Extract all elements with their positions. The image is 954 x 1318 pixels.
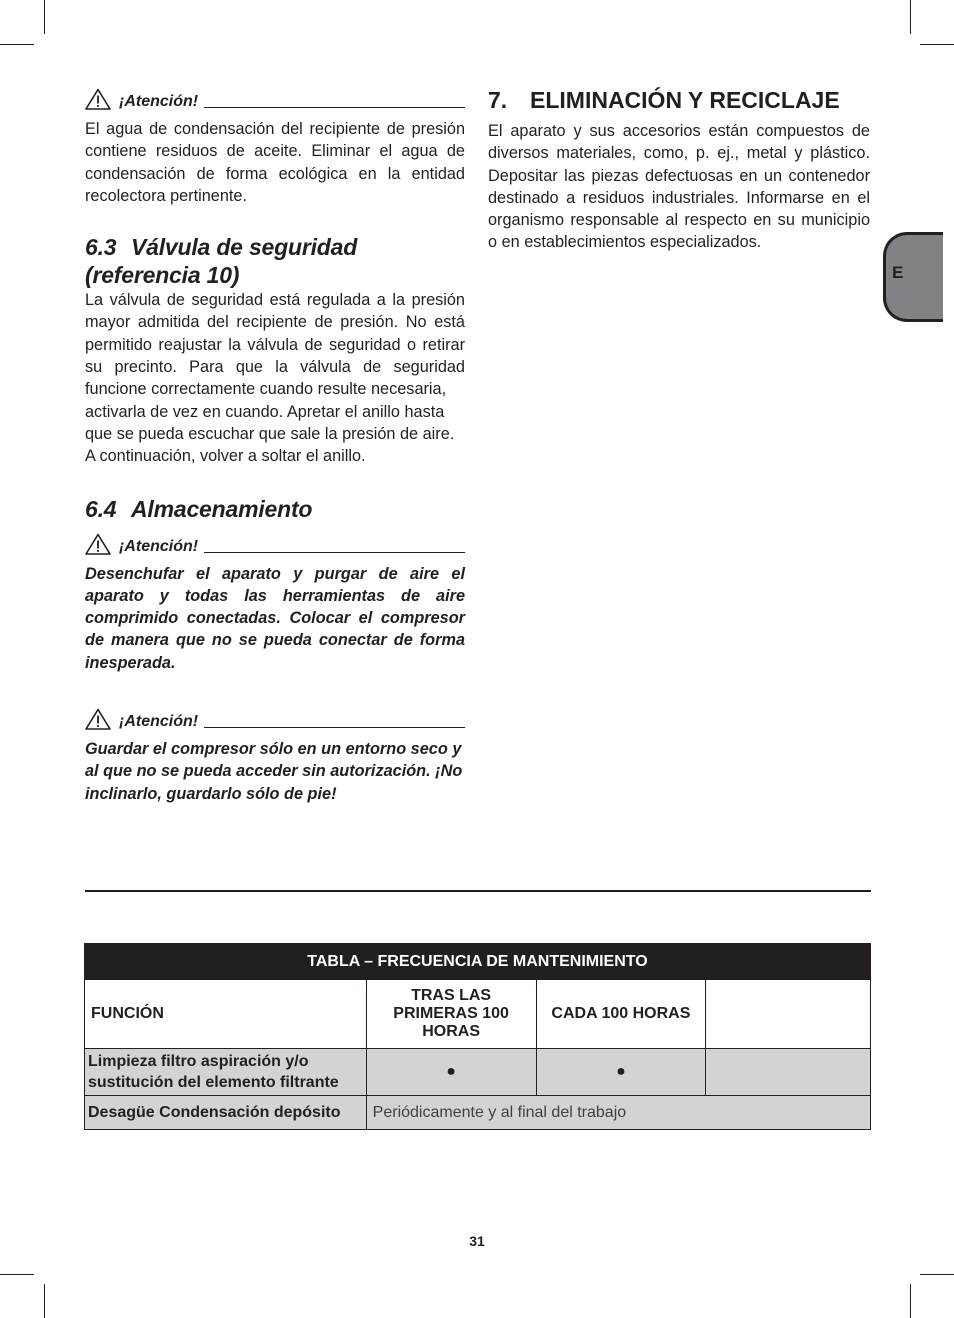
table-title: TABLA – FRECUENCIA DE MANTENIMIENTO <box>85 944 871 980</box>
section-heading-6-4 <box>85 495 465 523</box>
warning-text: Desenchufar el aparato y purgar de aire el aparato y todas las herramientas de aire comprimido conectadas. Colocar el compresor de manera que no se pueda conectar de forma inesperada. <box>85 564 465 672</box>
left-column <box>85 88 465 805</box>
warning-rule <box>204 727 465 728</box>
chapter-text: El aparato y sus accesorios están compuestos de diversos materiales, como, p. ej., metal y plástico. Depositar las piezas defectuosas en un contenedor destinado a residuos industriales. Informarse en el organismo responsable al respecto en su municipio o en establecimientos especializados. <box>488 122 870 252</box>
horizontal-divider <box>85 890 871 892</box>
column-header: TRAS LAS PRIMERAS 100 HORAS <box>366 980 536 1049</box>
section-title: Válvula de seguridad (referencia 10) <box>85 234 358 289</box>
crop-mark <box>920 44 954 45</box>
crop-mark <box>44 0 45 34</box>
right-column <box>488 86 870 254</box>
table-cell-empty <box>706 1049 871 1096</box>
section-text-continued: activarla de vez en cuando. Apretar el anillo hasta que se pueda escuchar que sale la presión de aire. A continuación, volver a soltar el anillo. <box>85 402 455 466</box>
table-cell-bullet: ● <box>366 1049 536 1096</box>
warning-text: El agua de condensación del recipiente de presión contiene residuos de aceite. Eliminar el agua de condensación de forma ecológica en la entidad recolectora pertinente. <box>85 120 465 205</box>
chapter-number: 7. <box>488 87 508 113</box>
crop-mark <box>44 1284 45 1318</box>
column-header <box>706 980 871 1049</box>
crop-mark <box>0 44 34 45</box>
section-title: Almacenamiento <box>131 495 313 522</box>
table-cell-note: Periódicamente y al final del trabajo <box>366 1096 870 1130</box>
warning-heading <box>85 708 465 730</box>
crop-mark <box>920 1274 954 1275</box>
section-number: 6.3 <box>85 234 117 261</box>
language-tab-label: E <box>892 263 904 282</box>
column-header: FUNCIÓN <box>85 980 367 1049</box>
section-heading-6-3 <box>85 233 465 289</box>
warning-heading <box>85 88 465 110</box>
page-number: 31 <box>469 1233 485 1249</box>
crop-mark <box>910 1284 911 1318</box>
table-header-row <box>85 980 871 1049</box>
warning-rule <box>204 552 465 553</box>
warning-triangle-icon <box>85 533 111 555</box>
warning-heading <box>85 533 465 555</box>
section-text: La válvula de seguridad está regulada a la presión mayor admitida del recipiente de presión. No está permitido reajustar la válvula de seguridad o retirar su precinto. Para que la válvula de seguridad funcione correctamente cuando resulte necesaria, <box>85 291 465 399</box>
warning-triangle-icon <box>85 88 111 110</box>
warning-text: Guardar el compresor sólo en un entorno seco y al que no se pueda acceder sin autorización. ¡No inclinarlo, guardarlo sólo de pie! <box>85 740 463 803</box>
warning-label: ¡Atención! <box>119 713 199 731</box>
warning-label: ¡Atención! <box>119 537 199 555</box>
table-row <box>85 1049 871 1096</box>
crop-mark <box>910 0 911 34</box>
maintenance-table <box>84 943 871 1130</box>
table-cell-function: Limpieza filtro aspiración y/o sustitución del elemento filtrante <box>85 1049 367 1096</box>
table-row <box>85 1096 871 1130</box>
section-number: 6.4 <box>85 495 117 522</box>
chapter-title: ELIMINACIÓN Y RECICLAJE <box>530 87 840 113</box>
warning-rule <box>204 107 465 108</box>
language-tab <box>883 232 943 322</box>
table-cell-function: Desagüe Condensación depósito <box>85 1096 367 1130</box>
crop-mark <box>0 1274 34 1275</box>
warning-label: ¡Atención! <box>119 93 199 110</box>
chapter-heading-7 <box>488 86 870 114</box>
warning-triangle-icon <box>85 708 111 730</box>
table-cell-bullet: ● <box>536 1049 706 1096</box>
column-header: CADA 100 HORAS <box>536 980 706 1049</box>
